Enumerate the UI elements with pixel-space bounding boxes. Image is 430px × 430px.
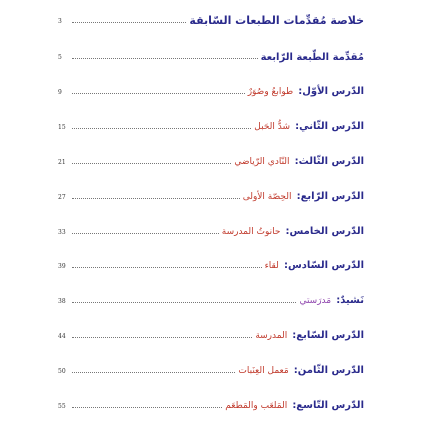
poem-title: مَدرَستي <box>299 296 332 306</box>
poem-label: نَشيدٌ: <box>336 295 364 306</box>
toc-row <box>58 251 364 273</box>
page-number: 38 <box>58 298 66 305</box>
page-number: 55 <box>58 403 66 410</box>
page-number: 5 <box>58 54 62 61</box>
dot-leader <box>72 337 252 338</box>
page-number: 21 <box>58 159 66 166</box>
toc-entry <box>234 149 364 169</box>
lesson-label: الدّرس الأوّل: <box>298 86 364 97</box>
toc-entry <box>238 358 364 378</box>
page-number: 15 <box>58 124 66 131</box>
toc-row <box>58 42 364 64</box>
toc-entry <box>255 323 364 343</box>
lesson-title: لقاء <box>264 261 279 271</box>
lesson-title: الحِصّة الأولى <box>242 192 292 202</box>
toc-row <box>58 217 364 239</box>
page-number: 39 <box>58 263 66 270</box>
lesson-label: الدّرس السّادس: <box>283 260 364 271</box>
lesson-title: شدُّ الحَبل <box>254 122 291 132</box>
lesson-label: الدّرس التّاسع: <box>292 400 364 411</box>
toc-entry-label: خلاصة مُقدِّمات الطبعات السّابقة <box>189 14 364 27</box>
lesson-title: حانوتُ المدرسة <box>221 227 281 237</box>
page-number: 50 <box>58 368 66 375</box>
toc-entry <box>299 288 364 308</box>
lesson-label: الدّرس السّابع: <box>292 330 364 341</box>
dot-leader <box>72 372 235 373</box>
lesson-title: النّادي الرّياضي <box>234 157 290 167</box>
toc-entry <box>243 184 364 204</box>
dot-leader <box>72 128 251 129</box>
page-number: 3 <box>58 18 62 25</box>
dot-leader <box>72 302 296 303</box>
toc-entry <box>254 114 364 134</box>
toc-entry <box>225 393 364 413</box>
dot-leader <box>72 407 222 408</box>
page-number: 27 <box>58 194 66 201</box>
dot-leader <box>72 233 219 234</box>
lesson-title: طوابعُ وصُوَرٌ <box>247 87 294 97</box>
dot-leader <box>72 198 240 199</box>
lesson-title: المدرسة <box>255 331 288 341</box>
toc-row <box>58 391 364 413</box>
lesson-label: الدّرس الرّابع: <box>296 191 364 202</box>
toc-row <box>58 77 364 99</box>
dot-leader <box>72 58 258 59</box>
lesson-label: الدّرس الثّامن: <box>293 365 364 376</box>
dot-leader <box>72 163 231 164</box>
toc-row <box>58 182 364 204</box>
toc-entry <box>265 253 364 273</box>
lesson-label: الدّرس الثّاني: <box>295 121 364 132</box>
toc-row <box>58 356 364 378</box>
toc-row <box>58 112 364 134</box>
dot-leader <box>72 22 186 23</box>
page-number: 33 <box>58 229 66 236</box>
page-number: 44 <box>58 333 66 340</box>
lesson-title: المَلعَب والمَطعَم <box>225 401 288 411</box>
toc-entry <box>222 219 364 239</box>
dot-leader <box>72 267 262 268</box>
lesson-title: مَعمل العِنَبات <box>238 366 289 376</box>
toc-row <box>58 286 364 308</box>
toc-row <box>58 6 364 28</box>
page-number: 9 <box>58 89 62 96</box>
toc-entry <box>248 79 364 99</box>
toc-entry-label: مُقدِّمة الطّبعة الرّابعة <box>260 52 364 63</box>
toc-row <box>58 147 364 169</box>
lesson-label: الدّرس الخامس: <box>285 226 364 237</box>
lesson-label: الدّرس الثّالث: <box>294 156 364 167</box>
dot-leader <box>72 93 245 94</box>
toc-row <box>58 321 364 343</box>
